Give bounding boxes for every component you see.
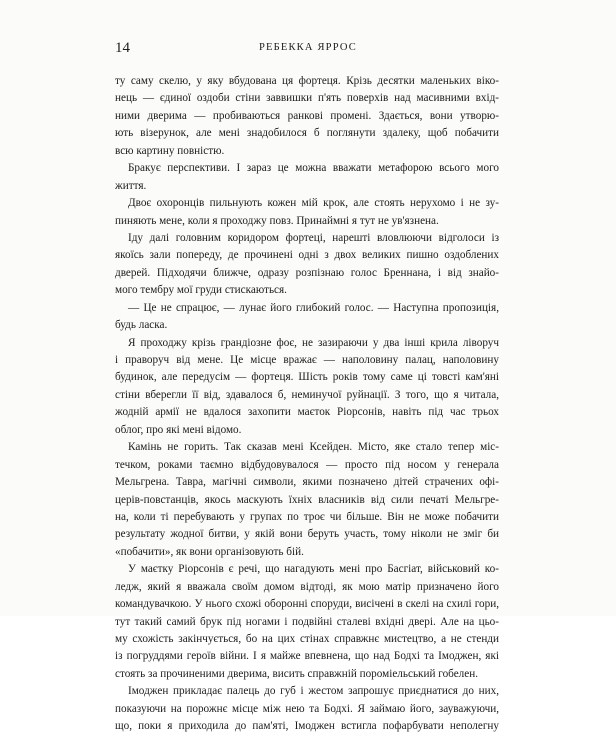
text-line: облог, про які мені відомо. [115, 423, 242, 436]
text-line: із погруддями героїв війни. І я майже впевнена, що над Бодхі та Імоджен, які [115, 650, 499, 663]
text-line: життя. [115, 179, 147, 192]
text-line: Мельгрена. Тавра, магічні символи, якими позначено дітей страчених офі- [115, 476, 499, 489]
text-line: Іду далі головним коридором фортеці, нарешті вловлюючи відголоси із [128, 231, 499, 244]
text-line: що, поки я приходила до пам'яті, Імоджен встигла пофарбувати неполегну [115, 720, 499, 733]
text-line: «побачити», як вони організовують бій. [115, 545, 304, 558]
text-line: всю картину повністю. [115, 144, 225, 157]
text-line: мого тембру мої груди стискаються. [115, 284, 287, 297]
text-line: пиняють мене, коли я проходжу повз. Принаймні я тут не ув'язнена. [115, 214, 439, 227]
running-head: РЕБЕККА ЯРРОС [258, 42, 358, 53]
text-line: ють візерунок, але мені знадобилося б поглянути здалеку, щоб побачити [115, 127, 499, 140]
body-text [115, 73, 499, 736]
text-line: нець — єдиної оздоби стіни заввишки п'ять поверхів над масивними вхід- [115, 92, 499, 105]
text-line: ними дверима — пробиваються ранкові промені. Здається, вони утворю- [115, 109, 499, 122]
text-line: стіни вберегли її від, здавалося б, неминучої руйнації. З того, що я читала, [115, 388, 499, 401]
text-line: ледж, який я вважала своїм домом відтоді, як мою матір призначено його [115, 580, 499, 593]
text-line: тут такий самий брук під ногами і подвійні сталеві вхідні двері. Але на цьо- [115, 615, 499, 628]
text-line: показуючи на порожнє місце між нею та Бодхі. Я займаю його, зауважуючи, [115, 702, 499, 715]
text-line: командувачкою. У нього схожі оборонні споруди, висічені в скелі на схилі гори, [115, 598, 499, 611]
page-header [115, 40, 501, 60]
text-line: ту саму скелю, у яку вбудована ця фортеця. Крізь десятки маленьких віко- [115, 75, 499, 87]
text-line: дверей. Підходячи ближче, одразу розпізнаю голос Бреннана, і від знайо- [115, 266, 499, 279]
text-line: Бракує перспективи. І зараз це можна вважати метафорою всього мого [128, 162, 499, 175]
text-line: будинок, але передусім — фортеця. Шість років тому саме ці товсті кам'яні [115, 371, 499, 384]
text-line: і праворуч від мене. Це місце вражає — наполовину палац, наполовину [115, 354, 499, 366]
text-line: Імоджен прикладає палець до губ і жестом запрошує приєднатися до них, [128, 685, 499, 698]
text-line: Я проходжу крізь грандіозне фоє, не зазираючи у два інші крила ліворуч [128, 336, 499, 349]
text-line: якоїсь зали попереду, де прочинені одні з двох великих пишно оздоблених [115, 249, 499, 262]
text-line: результату жодної битви, у якій вони беруть участь, тому ніколи не зміг би [115, 528, 499, 541]
page-number: 14 [115, 40, 130, 56]
text-line: будь ласка. [115, 319, 168, 332]
text-line: стоять за прочиненими дверима, висить справжній пороміельський гобелен. [115, 667, 479, 680]
text-line: Камінь не горить. Так сказав мені Ксейден. Місто, яке стало тепер міс- [128, 441, 499, 454]
text-line: жодній армії не вдалося захопити маєток Ріорсонів, навіть під час трьох [115, 406, 499, 419]
text-line: У маєтку Ріорсонів є речі, що нагадують мені про Басгіат, військовий ко- [128, 563, 499, 576]
text-line: Двоє охоронців пильнують кожен мій крок, але стоять нерухомо і не зу- [128, 197, 499, 210]
text-line: на, коли ті перебувають у групах по троє чи більше. Він не може побачити [115, 510, 499, 523]
text-line: церів-повстанців, якось маскують їхніх власників від сили печаті Мельгре- [115, 493, 499, 506]
text-line: — Це не спрацює, — лунає його глибокий голос. — Наступна пропозиція, [128, 301, 499, 314]
text-line: течком, роками таємно відбудовувалося — просто під носом у генерала [115, 458, 499, 471]
text-line: му схожість закінчується, бо на цих стінах справжнє мистецтво, а не стенди [115, 633, 499, 645]
